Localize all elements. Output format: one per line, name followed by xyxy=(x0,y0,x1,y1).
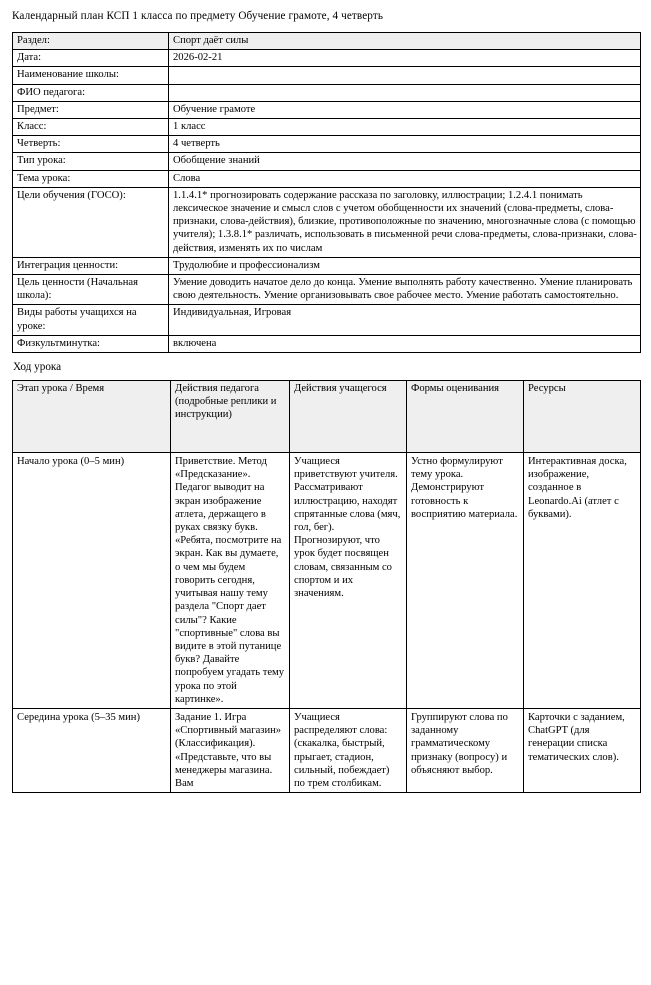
table-row xyxy=(13,136,641,153)
info-row-label: Дата: xyxy=(13,50,169,67)
table-row xyxy=(13,453,641,709)
student-actions-cell: Учащиеся приветствуют учителя. Рассматривают иллюстрацию, находят спрятанные слова (мяч, гол, бег). Прогнозируют, что урок будет посвящен словам, связанным со спортом и их значениям. xyxy=(290,453,407,709)
col-header-teacher-actions: Действия педагога (подробные реплики и инструкции) xyxy=(171,381,290,453)
teacher-actions-cell: Приветствие. Метод «Предсказание». Педагог выводит на экран изображение атлета, держащего в руках связку букв. «Ребята, посмотрите на экран. Как вы думаете, о чем мы будем говорить сегодня, учитывая нашу тему раздела "Спорт дает силы"? Какие "спортивные" слова вы видите в этой путанице букв? Давайте попробуем угадать тему урока по этой картинке». xyxy=(171,453,290,709)
lesson-stage-cell: Середина урока (5–35 мин) xyxy=(13,708,171,792)
table-row xyxy=(13,708,641,792)
info-row-label: Наименование школы: xyxy=(13,67,169,84)
info-row-label: Виды работы учащихся на уроке: xyxy=(13,305,169,335)
info-row-label: Четверть: xyxy=(13,136,169,153)
info-row-value: 4 четверть xyxy=(169,136,641,153)
info-row-label: Цель ценности (Начальная школа): xyxy=(13,275,169,305)
lesson-info-body xyxy=(13,33,641,353)
table-row xyxy=(13,33,641,50)
info-row-label: Тип урока: xyxy=(13,153,169,170)
col-header-assessment: Формы оценивания xyxy=(407,381,524,453)
lesson-flow-body xyxy=(13,453,641,793)
info-row-label: Раздел: xyxy=(13,33,169,50)
resources-cell: Карточки с заданием, ChatGPT (для генерации списка тематических слов). xyxy=(524,708,641,792)
info-row-value: Слова xyxy=(169,170,641,187)
lesson-flow-header xyxy=(13,381,641,453)
info-row-value: Обобщение знаний xyxy=(169,153,641,170)
info-row-label: Тема урока: xyxy=(13,170,169,187)
table-row xyxy=(13,67,641,84)
table-row xyxy=(13,305,641,335)
info-row-label: Интеграция ценности: xyxy=(13,257,169,274)
table-row xyxy=(13,257,641,274)
lesson-flow-table xyxy=(12,380,641,793)
table-row xyxy=(13,50,641,67)
teacher-actions-cell: Задание 1. Игра «Спортивный магазин» (Классификация). «Представьте, что вы менеджеры магазина. Вам xyxy=(171,708,290,792)
student-actions-cell: Учащиеся распределяют слова: (скакалка, быстрый, прыгает, стадион, сильный, побеждает) по трем столбикам. xyxy=(290,708,407,792)
info-row-label: Класс: xyxy=(13,119,169,136)
table-row xyxy=(13,187,641,257)
lesson-info-table xyxy=(12,32,641,353)
lesson-stage-cell: Начало урока (0–5 мин) xyxy=(13,453,171,709)
info-row-value xyxy=(169,67,641,84)
table-row xyxy=(13,119,641,136)
page-title: Календарный план КСП 1 класса по предмету Обучение грамоте, 4 четверть xyxy=(12,10,384,22)
lesson-flow-caption: Ход урока xyxy=(13,361,62,374)
assessment-cell: Группируют слова по заданному грамматическому признаку (вопросу) и объясняют выбор. xyxy=(407,708,524,792)
info-row-value: Трудолюбие и профессионализм xyxy=(169,257,641,274)
info-row-value: включена xyxy=(169,335,641,352)
info-row-label: ФИО педагога: xyxy=(13,84,169,101)
info-row-value: 1 класс xyxy=(169,119,641,136)
assessment-cell: Устно формулируют тему урока. Демонстрируют готовность к восприятию материала. xyxy=(407,453,524,709)
info-row-value xyxy=(169,84,641,101)
info-row-value: Индивидуальная, Игровая xyxy=(169,305,641,335)
table-row xyxy=(13,84,641,101)
col-header-stage: Этап урока / Время xyxy=(13,381,171,453)
info-row-value: Обучение грамоте xyxy=(169,101,641,118)
info-row-value: 1.1.4.1* прогнозировать содержание рассказа по заголовку, иллюстрации; 1.2.4.1 понимать лексическое значение и смысл слов с учетом обобщенности их значений (слова-предметы, слова-признаки, слова-действия), близкие, противоположные по значению, многозначные слова (с помощью учителя); 1.3.8.1* различать, использовать в письменной речи слова-предметы, слова-признаки, слова-действия, изменять их по числам xyxy=(169,187,641,257)
table-row xyxy=(13,170,641,187)
table-row xyxy=(13,335,641,352)
table-row xyxy=(13,275,641,305)
resources-cell: Интерактивная доска, изображение, созданное в Leonardo.Ai (атлет с буквами). xyxy=(524,453,641,709)
info-row-label: Цели обучения (ГОСО): xyxy=(13,187,169,257)
info-row-label: Предмет: xyxy=(13,101,169,118)
info-row-label: Физкультминутка: xyxy=(13,335,169,352)
info-row-value: Спорт даёт силы xyxy=(169,33,641,50)
table-header-row xyxy=(13,381,641,453)
col-header-student-actions: Действия учащегося xyxy=(290,381,407,453)
col-header-resources: Ресурсы xyxy=(524,381,641,453)
info-row-value: Умение доводить начатое дело до конца. Умение выполнять работу качественно. Умение планировать свою деятельность. Умение организовывать свое рабочее место. Умение работать самостоятельно. xyxy=(169,275,641,305)
table-row xyxy=(13,101,641,118)
table-row xyxy=(13,153,641,170)
info-row-value: 2026-02-21 xyxy=(169,50,641,67)
